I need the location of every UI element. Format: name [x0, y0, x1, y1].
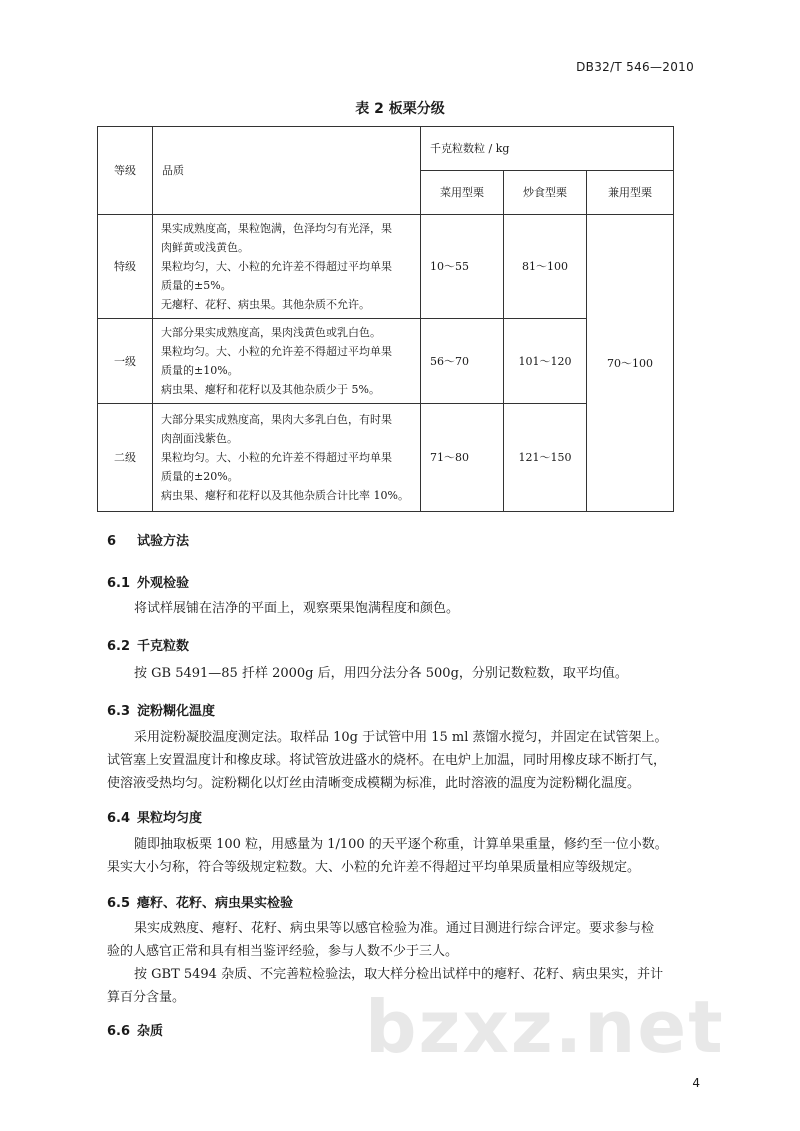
paragraph-line: 试管塞上安置温度计和橡皮球。将试管放进盛水的烧杯。在电炉上加温，同时用橡皮球不断打气， — [107, 753, 667, 768]
fried-value: 101～120 — [504, 319, 587, 404]
subcol-dual: 兼用型栗 — [587, 171, 674, 215]
col-header-weight: 千克粒数粒 / kg — [421, 127, 674, 171]
subcol-vegetable: 菜用型栗 — [421, 171, 504, 215]
quality-line: 果粒均匀。大、小粒的允许差不得超过平均单果 — [161, 345, 392, 358]
section-title: 杂质 — [137, 1024, 164, 1039]
paragraph-line: 按 GB 5491—85 扦样 2000g 后，用四分法分各 500g，分别记数粒数，取平均值。 — [134, 666, 628, 681]
quality-cell — [153, 319, 421, 404]
paragraph-line: 验的人感官正常和具有相当鉴评经验，参与人数不少于三人。 — [107, 944, 459, 959]
section-6-4-heading — [107, 807, 202, 826]
vegetable-value: 71～80 — [421, 404, 504, 512]
section-6-2-heading — [107, 635, 189, 654]
section-title: 外观检验 — [137, 576, 190, 591]
section-6-4-text — [107, 833, 697, 879]
quality-line: 肉鲜黄或浅黄色。 — [161, 241, 249, 254]
paragraph-line: 按 GBT 5494 杂质、不完善粒检验法，取大样分检出试样中的瘪籽、花籽、病虫果实，并计 — [134, 967, 664, 982]
vegetable-value: 56～70 — [421, 319, 504, 404]
section-6-2-text — [107, 662, 697, 685]
section-number: 6.1 — [107, 576, 131, 591]
paragraph-line: 算百分含量。 — [107, 990, 186, 1005]
paragraph-line: 采用淀粉凝胶温度测定法。取样品 10g 于试管中用 15 ml 蒸馏水搅匀，并固定在试管架上。 — [134, 730, 668, 745]
section-6-heading — [107, 530, 189, 549]
section-6-1-heading — [107, 572, 189, 591]
watermark: bzxz.net — [365, 985, 725, 1069]
document-code: DB32/T 546—2010 — [576, 60, 694, 74]
fried-value: 81～100 — [504, 215, 587, 319]
section-number: 6.5 — [107, 896, 131, 911]
table-row — [98, 215, 674, 319]
col-header-quality: 品质 — [153, 127, 421, 215]
quality-line: 果粒均匀，大、小粒的允许差不得超过平均单果 — [161, 260, 392, 273]
subcol-fried: 炒食型栗 — [504, 171, 587, 215]
section-title: 瘪籽、花籽、病虫果实检验 — [137, 896, 294, 911]
grade-cell: 特级 — [98, 215, 153, 319]
col-header-grade: 等级 — [98, 127, 153, 215]
quality-cell — [153, 215, 421, 319]
section-6-1-text — [107, 597, 697, 620]
page-number: 4 — [692, 1076, 700, 1090]
paragraph-line: 随即抽取板栗 100 粒，用感量为 1/100 的天平逐个称重，计算单果重量，修约至一位小数。 — [134, 837, 668, 852]
table-title: 表 2 板栗分级 — [355, 101, 445, 117]
section-number: 6.4 — [107, 811, 131, 826]
section-number: 6.3 — [107, 704, 131, 719]
section-title: 果粒均匀度 — [137, 811, 203, 826]
quality-cell — [153, 404, 421, 512]
section-6-3-heading — [107, 700, 215, 719]
section-number: 6.2 — [107, 639, 131, 654]
quality-line: 果实成熟度高，果粒饱满，色泽均匀有光泽，果 — [161, 222, 392, 235]
quality-line: 肉剖面浅紫色。 — [161, 432, 238, 445]
section-6-6-heading — [107, 1020, 163, 1039]
grade-cell: 一级 — [98, 319, 153, 404]
section-title: 千克粒数 — [137, 639, 190, 654]
quality-line: 质量的±20%。 — [161, 470, 239, 483]
section-number: 6 — [107, 534, 117, 549]
section-title: 淀粉糊化温度 — [137, 704, 216, 719]
section-6-5-heading — [107, 892, 293, 911]
quality-line: 质量的±5%。 — [161, 279, 232, 292]
quality-line: 大部分果实成熟度高，果肉大多乳白色，有时果 — [161, 413, 392, 426]
quality-line: 质量的±10%。 — [161, 364, 239, 377]
paragraph-line: 将试样展铺在洁净的平面上，观察栗果饱满程度和颜色。 — [134, 601, 460, 616]
vegetable-value: 10～55 — [421, 215, 504, 319]
paragraph-line: 果实大小匀称，符合等级规定粒数。大、小粒的允许差不得超过平均单果质量相应等级规定。 — [107, 860, 641, 875]
fried-value: 121～150 — [504, 404, 587, 512]
quality-line: 无瘪籽、花籽、病虫果。其他杂质不允许。 — [161, 298, 370, 311]
quality-line: 大部分果实成熟度高，果肉浅黄色或乳白色。 — [161, 326, 381, 339]
section-number: 6.6 — [107, 1024, 131, 1039]
section-6-3-text — [107, 726, 697, 795]
section-title: 试验方法 — [137, 534, 190, 549]
dual-value: 70～100 — [587, 215, 674, 512]
quality-line: 病虫果、瘪籽和花籽以及其他杂质合计比率 10%。 — [161, 489, 409, 502]
paragraph-line: 果实成熟度、瘪籽、花籽、病虫果等以感官检验为准。通过目测进行综合评定。要求参与检 — [134, 921, 655, 936]
quality-line: 病虫果、瘪籽和花籽以及其他杂质少于 5%。 — [161, 383, 380, 396]
paragraph-line: 使溶液受热均匀。淀粉糊化以灯丝由清晰变成模糊为标准，此时溶液的温度为淀粉糊化温度。 — [107, 776, 641, 791]
grade-cell: 二级 — [98, 404, 153, 512]
quality-line: 果粒均匀。大、小粒的允许差不得超过平均单果 — [161, 451, 392, 464]
grading-table — [97, 126, 674, 512]
